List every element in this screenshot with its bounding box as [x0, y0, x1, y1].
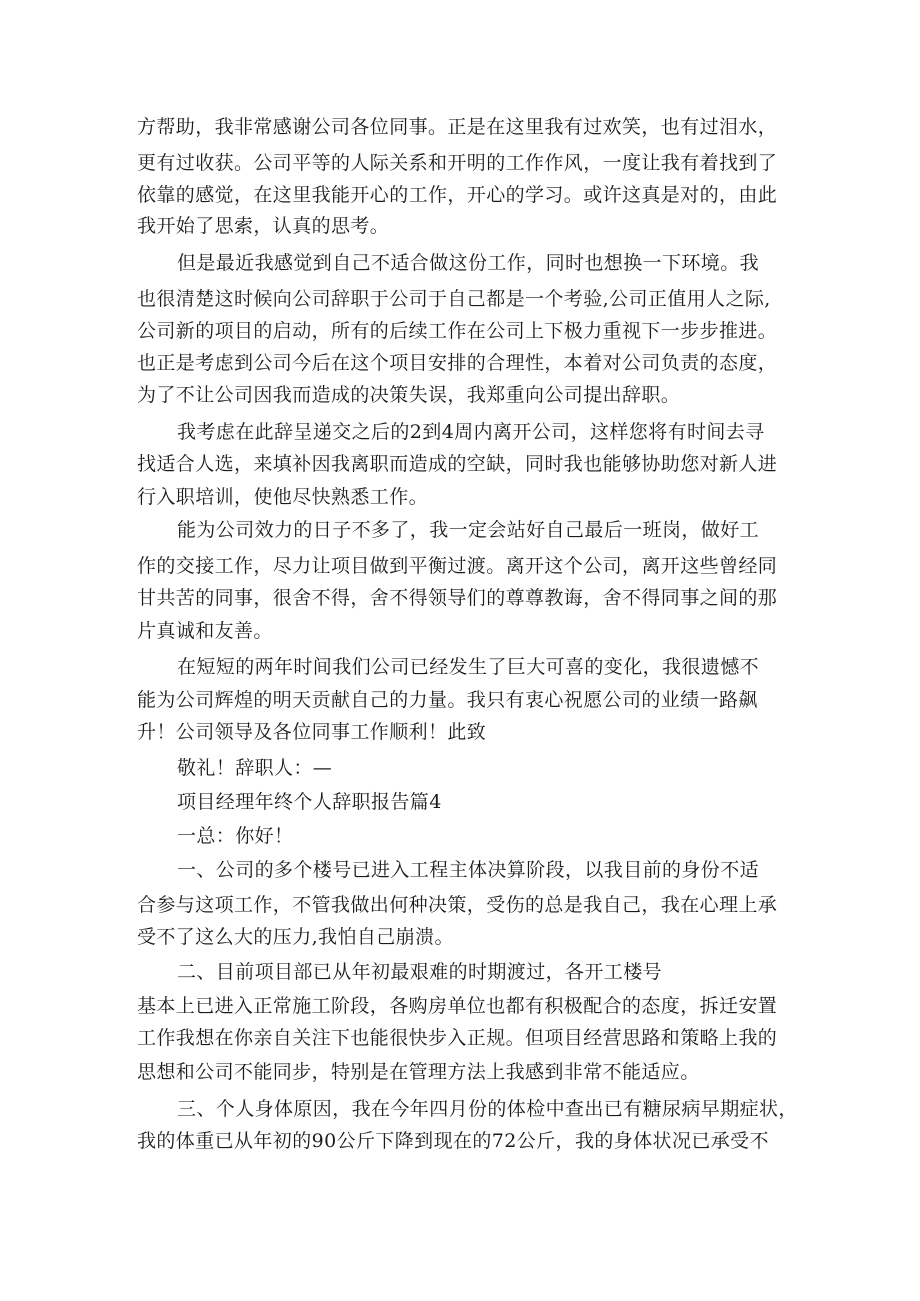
paragraph-line: 也正是考虑到公司今后在这个项目安排的合理性，本着对公司负责的态度， — [137, 352, 778, 374]
paragraph-line: 基本上已进入正常施工阶段，各购房单位也都有积极配合的态度，拆迁安置 — [137, 995, 778, 1017]
paragraph-line: 更有过收获。公司平等的人际关系和开明的工作作风，一度让我有着找到了 — [137, 152, 778, 174]
paragraph-line: 为了不让公司因我而造成的决策失误，我郑重向公司提出辞职。 — [137, 384, 681, 406]
paragraph-line: 甘共苦的同事，很舍不得，舍不得领导们的尊尊教诲，舍不得同事之间的那 — [137, 587, 778, 609]
paragraph-line: 行入职培训，使他尽快熟悉工作。 — [137, 486, 429, 508]
paragraph-line: 一、公司的多个楼号已进入工程主体决算阶段，以我目前的身份不适 — [177, 859, 760, 881]
paragraph-line: 方帮助，我非常感谢公司各位同事。正是在这里我有过欢笑，也有过泪水， — [137, 116, 778, 138]
paragraph-line: 我考虑在此辞呈递交之后的2到4周内离开公司，这样您将有时间去寻 — [177, 421, 765, 443]
section-heading: 项目经理年终个人辞职报告篇4 — [177, 791, 442, 813]
paragraph-line: 片真诚和友善。 — [137, 620, 273, 642]
paragraph-line: 我开始了思索，认真的思考。 — [137, 215, 390, 237]
paragraph-line: 找适合人选，来填补因我离职而造成的空缺，同时我也能够协助您对新人进 — [137, 453, 778, 475]
paragraph-line: 受不了这么大的压力,我怕自己崩溃。 — [137, 926, 454, 948]
paragraph-line: 三、个人身体原因，我在今年四月份的体检中查出已有糖尿病早期症状， — [177, 1098, 798, 1120]
paragraph-line: 合参与这项工作，不管我做出何种决策，受伤的总是我自己，我在心理上承 — [137, 894, 778, 916]
paragraph-line: 但是最近我感觉到自己不适合做这份工作，同时也想换一下环境。我 — [177, 252, 760, 274]
salutation: 一总：你好！ — [177, 825, 294, 847]
paragraph-line: 思想和公司不能同步，特别是在管理方法上我感到非常不能适应。 — [137, 1061, 700, 1083]
paragraph-line: 工作我想在你亲自关注下也能很快步入正规。但项目经营思路和策略上我的 — [137, 1027, 778, 1049]
paragraph-line: 能为公司辉煌的明天贡献自己的力量。我只有衷心祝愿公司的业绩一路飙 — [137, 689, 758, 711]
paragraph-line: 公司新的项目的启动，所有的后续工作在公司上下极力重视下一步步推进。 — [137, 320, 778, 342]
closing-line: 敬礼！辞职人：— — [177, 757, 333, 779]
paragraph-line: 依靠的感觉，在这里我能开心的工作，开心的学习。或许这真是对的，由此 — [137, 184, 778, 206]
paragraph-line: 我的体重已从年初的90公斤下降到现在的72公斤，我的身体状况已承受不 — [137, 1130, 769, 1152]
paragraph-line: 能为公司效力的日子不多了，我一定会站好自己最后一班岗，做好工 — [177, 519, 760, 541]
paragraph-line: 也很清楚这时候向公司辞职于公司于自己都是一个考验,公司正值用人之际, — [137, 288, 771, 310]
paragraph-line: 在短短的两年时间我们公司已经发生了巨大可喜的变化，我很遗憾不 — [177, 656, 760, 678]
paragraph-line: 作的交接工作，尽力让项目做到平衡过渡。离开这个公司，离开这些曾经同 — [137, 555, 778, 577]
paragraph-line: 二、目前项目部已从年初最艰难的时期渡过，各开工楼号 — [177, 961, 663, 983]
paragraph-line: 升！公司领导及各位同事工作顺利！此致 — [137, 721, 487, 743]
